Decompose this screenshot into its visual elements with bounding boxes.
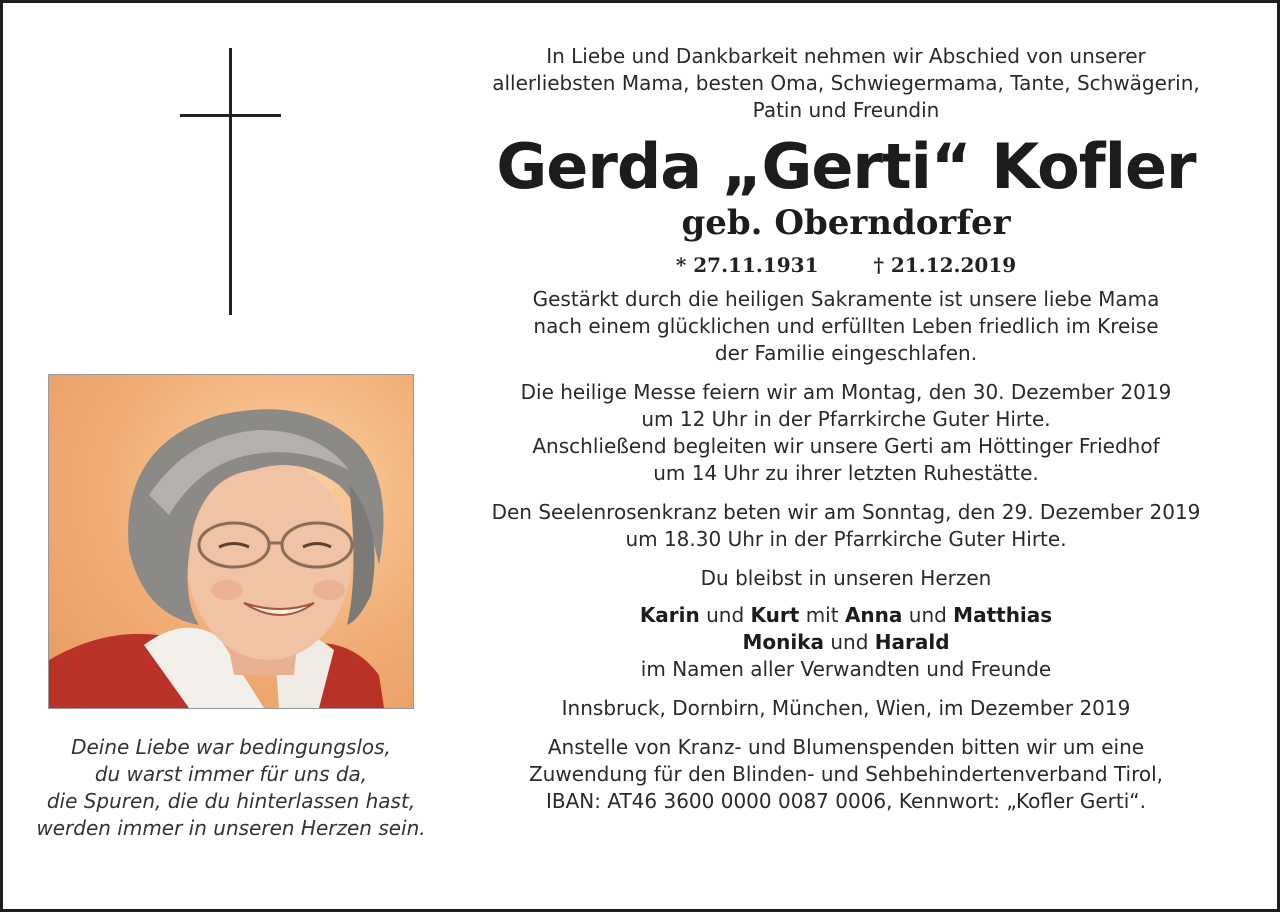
passing-line: Gestärkt durch die heiligen Sakramente ist unsere liebe Mama (532, 287, 1160, 311)
passing-line: der Familie eingeschlafen. (714, 341, 978, 365)
death-date: † 21.12.2019 (873, 253, 1017, 277)
poem-line: du warst immer für uns da, (94, 762, 368, 786)
life-dates (458, 250, 1234, 280)
family-line-2 (458, 629, 1234, 656)
mass-line: Anschließend begleiten wir unsere Gerti am Höttinger Friedhof (532, 434, 1160, 458)
intro-line: allerliebsten Mama, besten Oma, Schwiegermama, Tante, Schwägerin, (492, 71, 1200, 95)
conjunction: und (908, 603, 947, 627)
rosary-line: Den Seelenrosenkranz beten wir am Sonntag, den 29. Dezember 2019 (491, 500, 1201, 524)
rosary-paragraph (458, 499, 1234, 553)
family-member: Kurt (750, 603, 800, 627)
poem-line: die Spuren, die du hinterlassen hast, (46, 789, 416, 813)
intro-line: In Liebe und Dankbarkeit nehmen wir Abschied von unserer (546, 44, 1146, 68)
passing-paragraph (458, 286, 1234, 367)
memorial-poem (3, 734, 459, 842)
rosary-line: um 18.30 Uhr in der Pfarrkirche Guter Hirte. (625, 527, 1067, 551)
places-line: Innsbruck, Dornbirn, München, Wien, im Dezember 2019 (561, 696, 1131, 720)
poem-line: werden immer in unseren Herzen sein. (36, 816, 426, 840)
birth-date: * 27.11.1931 (675, 253, 819, 277)
intro-paragraph (458, 43, 1234, 124)
family-member: Anna (844, 603, 903, 627)
mass-line: Die heilige Messe feiern wir am Montag, den 30. Dezember 2019 (520, 380, 1172, 404)
relatives-line: im Namen aller Verwandten und Freunde (640, 657, 1052, 681)
mass-paragraph (458, 379, 1234, 487)
family-member: Matthias (953, 603, 1053, 627)
conjunction: mit (805, 603, 839, 627)
mass-line: um 14 Uhr zu ihrer letzten Ruhestätte. (653, 461, 1039, 485)
remain-line: Du bleibst in unseren Herzen (700, 566, 992, 590)
conjunction: und (706, 603, 745, 627)
donation-line: Zuwendung für den Blinden- und Sehbehindertenverband Tirol, (528, 762, 1164, 786)
intro-line: Patin und Freundin (752, 98, 940, 122)
mass-line: um 12 Uhr in der Pfarrkirche Guter Hirte. (641, 407, 1051, 431)
deceased-name: Gerda „Gerti“ Kofler (496, 130, 1196, 203)
family-line-1 (458, 602, 1234, 629)
donation-paragraph (458, 734, 1234, 815)
family-member: Harald (874, 630, 950, 654)
conjunction: und (830, 630, 869, 654)
notice-text-column (458, 43, 1234, 815)
portrait-photo (48, 374, 414, 709)
family-signatures (458, 602, 1234, 683)
poem-line: Deine Liebe war bedingungslos, (71, 735, 391, 759)
passing-line: nach einem glücklichen und erfüllten Leben friedlich im Kreise (533, 314, 1159, 338)
family-member: Monika (742, 630, 824, 654)
family-member: Karin (639, 603, 700, 627)
donation-line: IBAN: AT46 3600 0000 0087 0006, Kennwort: „Kofler Gerti“. (545, 789, 1147, 813)
donation-line: Anstelle von Kranz- und Blumenspenden bitten wir um eine (547, 735, 1145, 759)
maiden-name: geb. Oberndorfer (681, 203, 1011, 243)
